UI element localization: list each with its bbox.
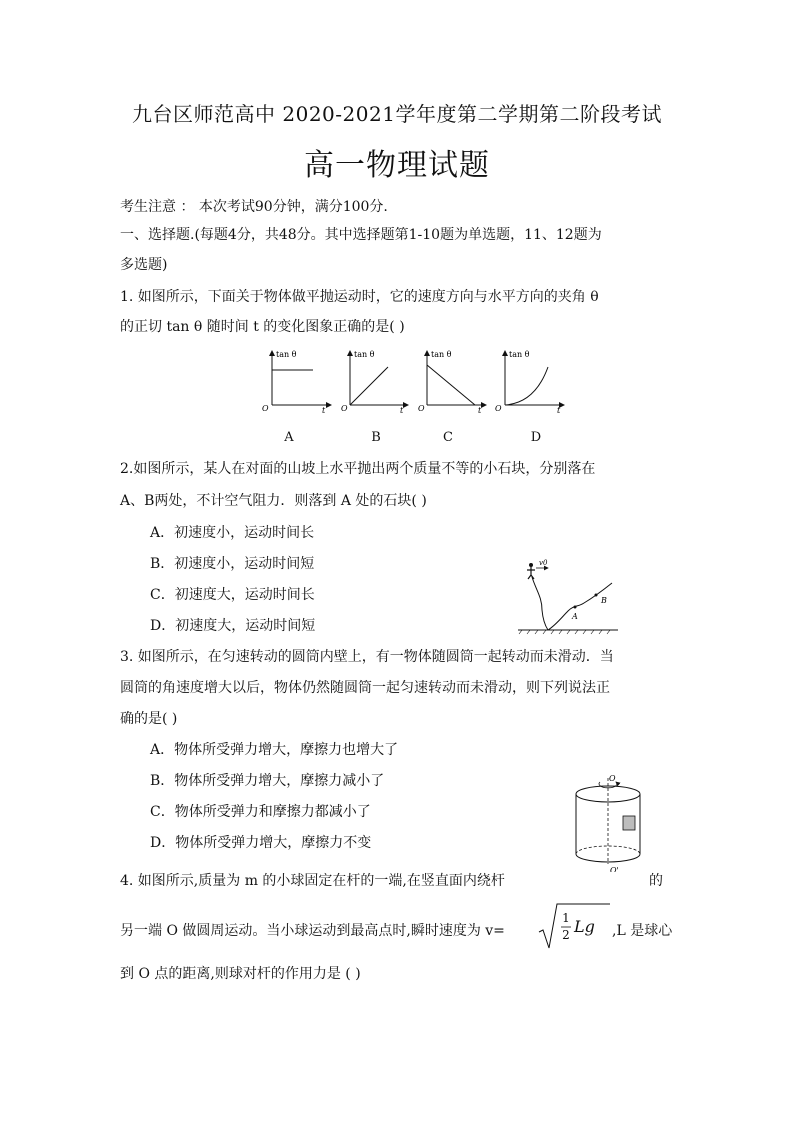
q4-radicand: Lg bbox=[574, 917, 595, 936]
exam-subtitle: 高一物理试题 bbox=[304, 148, 490, 183]
q3-stem-line3: 确的是( ) bbox=[120, 711, 178, 727]
q2-stem-line1: 2.如图所示，某人在对面的山坡上水平抛出两个质量不等的小石块，分别落在 bbox=[120, 461, 596, 477]
q1-stem-line2: 的正切 tan θ 随时间 t 的变化图象正确的是( ) bbox=[120, 319, 405, 335]
q3-option-c: C．物体所受弹力和摩擦力都减小了 bbox=[150, 804, 371, 820]
q2-option-c: C．初速度大，运动时间长 bbox=[150, 587, 315, 603]
q4-stem-line2b: ,L 是球心 bbox=[612, 923, 673, 939]
q3-option-b: B．物体所受弹力增大，摩擦力减小了 bbox=[150, 773, 385, 789]
q2-option-d: D．初速度大，运动时间短 bbox=[150, 618, 316, 634]
exam-title: 九台区师范高中 2020-2021学年度第二学期第二阶段考试 bbox=[132, 102, 662, 126]
q2-option-a: A．初速度小，运动时间长 bbox=[150, 525, 315, 541]
q2-point-b-dot bbox=[595, 594, 598, 597]
q3-stem-line2: 圆筒的角速度增大以后，物体仍然随圆筒一起匀速转动而未滑动，则下列说法正 bbox=[120, 680, 610, 696]
q1-graph-d bbox=[495, 350, 564, 415]
q1-graph-c-ylabel: tan θ bbox=[431, 350, 452, 359]
q1-graph-d-origin: O bbox=[495, 404, 502, 413]
q1-graphs bbox=[255, 345, 575, 420]
q1-graph-c-origin: O bbox=[418, 404, 425, 413]
q2-hill-figure bbox=[512, 555, 622, 635]
q4-fraction-numerator: 1 bbox=[562, 911, 570, 925]
q1-graph-a-origin: O bbox=[262, 404, 269, 413]
q1-graph-b bbox=[341, 350, 408, 415]
q1-graph-a-ylabel: tan θ bbox=[276, 350, 297, 359]
q1-graph-d-ylabel: tan θ bbox=[509, 350, 530, 359]
q1-graph-b-ylabel: tan θ bbox=[354, 350, 375, 359]
q1-graph-a bbox=[262, 350, 331, 415]
q1-graph-b-origin: O bbox=[341, 404, 348, 413]
q3-option-d: D．物体所受弹力增大，摩擦力不变 bbox=[150, 835, 372, 851]
q3-block bbox=[623, 816, 635, 830]
q2-point-b-label: B bbox=[601, 596, 607, 605]
q2-v0-label: v0 bbox=[539, 559, 548, 567]
q3-stem-line1: 3. 如图所示，在匀速转动的圆筒内壁上，有一物体随圆筒一起转动而未滑动．当 bbox=[120, 649, 614, 665]
q1-option-a-label: A bbox=[284, 430, 294, 445]
q2-option-b: B．初速度小，运动时间短 bbox=[150, 556, 315, 572]
q4-fraction-denominator: 2 bbox=[562, 928, 570, 942]
section-heading-line2: 多选题) bbox=[120, 257, 168, 273]
q1-option-c-label: C bbox=[443, 430, 453, 445]
person-icon bbox=[527, 563, 535, 579]
q4-stem-line1a: 4. 如图所示,质量为 m 的小球固定在杆的一端,在竖直面内绕杆 bbox=[120, 873, 505, 889]
q4-stem-line2a: 另一端 O 做圆周运动。当小球运动到最高点时,瞬时速度为 v= bbox=[120, 923, 505, 939]
q4-stem-line1b: 的 bbox=[649, 873, 663, 889]
q2-point-a-label: A bbox=[572, 612, 578, 621]
q1-graph-c-xlabel: t bbox=[478, 406, 482, 415]
q2-point-a-dot bbox=[574, 606, 577, 609]
exam-notice: 考生注意 ： 本次考试90分钟，满分100分. bbox=[120, 199, 388, 215]
q3-axis-top-label: O bbox=[609, 774, 616, 783]
q4-stem-line3: 到 O 点的距离,则球对杆的作用力是 ( ) bbox=[120, 966, 361, 982]
q3-option-a: A．物体所受弹力增大，摩擦力也增大了 bbox=[150, 742, 399, 758]
q1-graph-d-xlabel: t bbox=[557, 406, 561, 415]
section-heading-line1: 一、选择题.(每题4分，共48分。其中选择题第1-10题为单选题，11、12题为 bbox=[120, 227, 602, 243]
q1-graph-c bbox=[418, 350, 486, 415]
q1-stem-line1: 1. 如图所示，下面关于物体做平抛运动时，它的速度方向与水平方向的夹角 θ bbox=[120, 289, 599, 305]
q1-option-b-label: B bbox=[371, 430, 381, 445]
q1-option-d-label: D bbox=[530, 430, 542, 445]
q4-velocity-formula bbox=[537, 902, 612, 950]
q3-cylinder-figure bbox=[568, 772, 648, 872]
q1-graph-b-xlabel: t bbox=[400, 406, 404, 415]
q3-axis-bottom-label: O' bbox=[610, 866, 619, 872]
q1-graph-a-xlabel: t bbox=[322, 406, 326, 415]
q2-stem-line2: A、B两处，不计空气阻力．则落到 A 处的石块( ) bbox=[120, 493, 427, 509]
